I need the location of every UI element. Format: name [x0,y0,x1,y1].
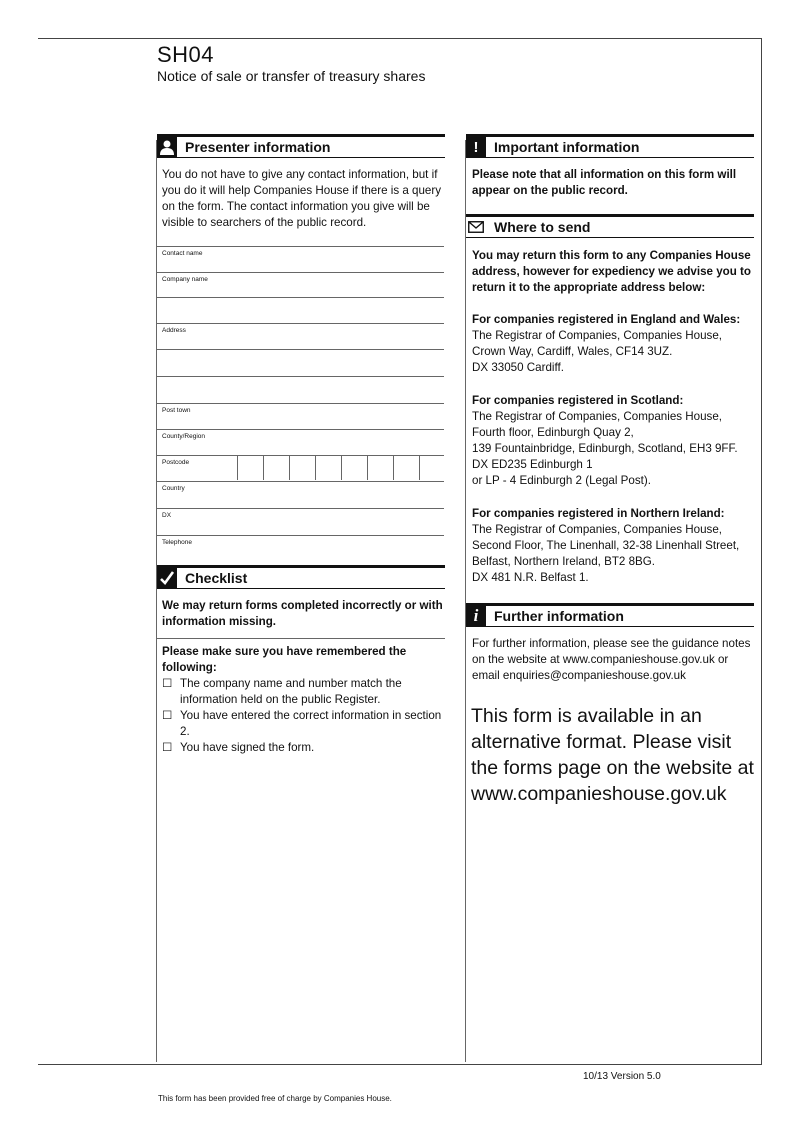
checkbox[interactable]: ☐ [162,741,173,754]
footer-note: This form has been provided free of charge by Companies House. [158,1094,392,1103]
form-code: SH04 [157,42,215,67]
checklist-divider [157,638,445,639]
checkbox[interactable]: ☐ [162,709,173,722]
company-name-label: Company name [162,276,208,283]
checklist-section-header [157,565,445,589]
company-name-field[interactable] [157,272,444,298]
form-title: Notice of sale or transfer of treasury shares [157,68,426,84]
envelope-icon [466,217,486,237]
checklist-lead: Please make sure you have remembered the following: [162,645,407,674]
checkmark-icon [157,568,177,588]
frame-bottom-rule [38,1064,762,1065]
address-line: or LP - 4 Edinburgh 2 (Legal Post). [472,474,651,487]
presenter-heading: Presenter information [185,139,331,155]
address-england [472,312,757,376]
postcode-cell[interactable] [419,456,442,480]
alternative-format-notice: This form is available in an alternative format. Please visit the forms page on the website at www.companieshouse.gov.uk [471,705,754,805]
person-icon [157,137,177,157]
exclamation-icon: ! [466,137,486,157]
county-region-field[interactable] [157,429,444,455]
address-field-line2[interactable] [157,349,444,375]
checklist-heading: Checklist [185,570,248,586]
where-heading: Where to send [494,219,591,235]
dx-label: DX [162,512,172,519]
postcode-cells [237,456,445,480]
important-section-header [466,134,754,158]
postcode-cell[interactable] [237,456,260,480]
country-field[interactable] [157,481,444,507]
address-label: Address [162,327,186,334]
address-field-line3[interactable] [157,376,444,402]
further-heading: Further information [494,608,624,624]
postcode-cell[interactable] [315,456,338,480]
address-line: Second Floor, The Linenhall, 32-38 Linenhall Street, [472,539,740,552]
post-town-label: Post town [162,407,191,414]
address-line: The Registrar of Companies, Companies House, [472,329,723,342]
address-england-title: For companies registered in England and Wales: [472,313,741,326]
telephone-label: Telephone [162,539,192,546]
important-heading: Important information [494,139,640,155]
address-line: Belfast, Northern Ireland, BT2 8BG. [472,555,656,568]
post-town-field[interactable] [157,403,444,429]
postcode-cell[interactable] [341,456,364,480]
checklist-warning: We may return forms completed incorrectly or with information missing. [162,599,443,628]
address-line: DX 33050 Cardiff. [472,361,564,374]
where-section-header [466,214,754,238]
checklist-item-text: The company name and number match the information held on the public Register. [180,677,402,706]
postcode-cell[interactable] [289,456,312,480]
telephone-field[interactable] [157,535,444,561]
checklist-item [162,708,444,740]
info-icon: i [466,606,486,626]
address-ni-title: For companies registered in Northern Ireland: [472,507,725,520]
checklist-body [162,644,444,756]
address-line: DX 481 N.R. Belfast 1. [472,571,589,584]
checklist-item [162,676,444,708]
address-northern-ireland [472,506,757,586]
postcode-cell[interactable] [367,456,390,480]
address-scotland [472,393,757,489]
company-name-field-line2[interactable] [157,297,444,323]
contact-name-field[interactable] [157,246,444,272]
important-text: Please note that all information on this form will appear on the public record. [472,168,737,197]
frame-right-rule [761,38,762,1064]
contact-name-label: Contact name [162,250,203,257]
checklist-item-text: You have entered the correct information in section 2. [180,709,442,738]
address-scotland-title: For companies registered in Scotland: [472,394,684,407]
country-label: Country [162,485,185,492]
presenter-intro: You do not have to give any contact information, but if you do it will help Companies House if there is a query on the form. The contact information you give will be visible to searchers of the public record. [162,168,442,229]
checkbox[interactable]: ☐ [162,677,173,690]
county-region-label: County/Region [162,433,205,440]
postcode-label: Postcode [162,459,190,466]
postcode-cell[interactable] [263,456,286,480]
presenter-section-header [157,134,445,158]
address-line: Crown Way, Cardiff, Wales, CF14 3UZ. [472,345,673,358]
dx-field[interactable] [157,508,444,534]
further-section-header [466,603,754,627]
address-line: The Registrar of Companies, Companies House, [472,410,723,423]
right-column-rule [465,140,466,1062]
address-line: DX ED235 Edinburgh 1 [472,458,593,471]
postcode-field[interactable] [157,455,444,481]
checklist-item-text: You have signed the form. [180,741,315,754]
address-line: 139 Fountainbridge, Edinburgh, Scotland, EH3 9FF. [472,442,738,455]
checklist-item [162,740,444,756]
frame-top-rule [38,38,762,39]
where-intro: You may return this form to any Companies House address, however for expediency we advise you to return it to the appropriate address below: [472,249,751,294]
address-field[interactable] [157,323,444,349]
further-text: For further information, please see the guidance notes on the website at www.companieshouse.gov.uk or email enquiries@companieshouse.gov.uk [472,637,751,682]
form-version: 10/13 Version 5.0 [583,1071,661,1082]
address-line: The Registrar of Companies, Companies House, [472,523,723,536]
address-line: Fourth floor, Edinburgh Quay 2, [472,426,634,439]
postcode-cell[interactable] [393,456,416,480]
